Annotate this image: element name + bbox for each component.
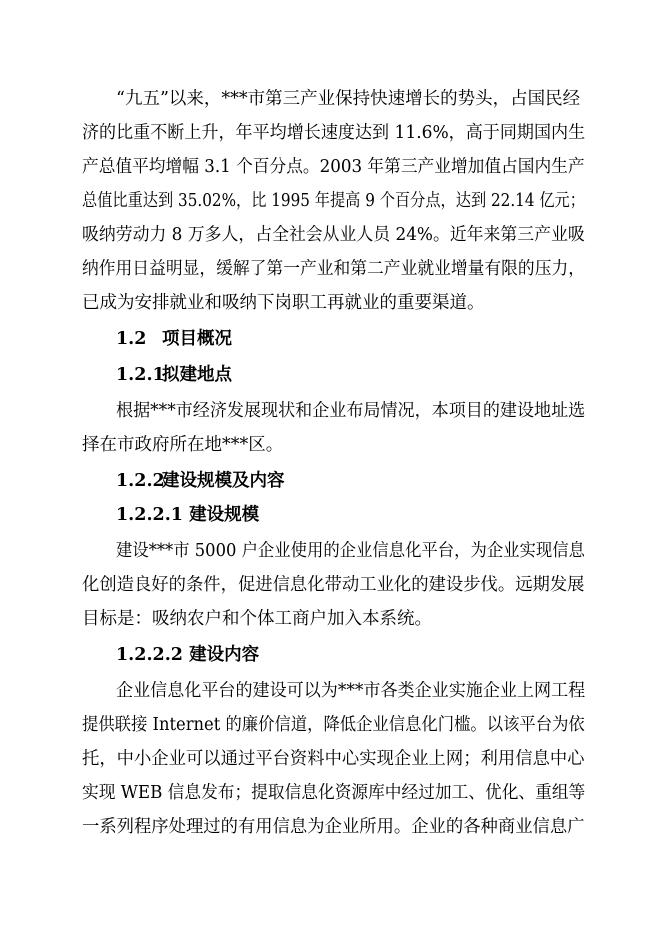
section-heading-1-2-2-2: 1.2.2.2 建设内容 bbox=[116, 645, 260, 665]
paragraph-1-line: 纳作用日益明显，缓解了第一产业和第二产业就业增量有限的压力， bbox=[82, 259, 585, 279]
paragraph-1-line: 已成为安排就业和吸纳下岗职工再就业的重要渠道。 bbox=[82, 293, 485, 313]
section-heading-1-2 bbox=[116, 327, 232, 351]
paragraph-1-line: 产总值平均增幅 3.1 个百分点。2003 年第三产业增加值占国内生产 bbox=[82, 157, 585, 177]
paragraph-4-line: 企业信息化平台的建设可以为***市各类企业实施企业上网工程 bbox=[116, 681, 586, 701]
paragraph-1-line: 总值比重达到 35.02%，比 1995 年提高 9 个百分点，达到 22.14 亿元； bbox=[82, 191, 585, 211]
heading-title: 拟建地点 bbox=[162, 365, 232, 385]
paragraph-1-line: 吸纳劳动力 8 万多人，占全社会从业人员 24%。近年来第三产业吸 bbox=[82, 225, 585, 245]
section-heading-1-2-2-1: 1.2.2.1 建设规模 bbox=[116, 505, 260, 525]
paragraph-4-line: 一系列程序处理过的有用信息为企业所用。企业的各种商业信息广 bbox=[82, 817, 585, 837]
heading-title: 项目概况 bbox=[162, 329, 232, 349]
heading-title: 建设规模及内容 bbox=[162, 471, 285, 491]
paragraph-1-line: 济的比重不断上升，年平均增长速度达到 11.6%，高于同期国内生 bbox=[82, 123, 586, 143]
paragraph-4-line: 提供联接 Internet 的廉价信道，降低企业信息化门槛。以该平台为依 bbox=[82, 715, 585, 735]
paragraph-4-line: 托，中小企业可以通过平台资料中心实现企业上网；利用信息中心 bbox=[82, 749, 585, 769]
heading-number: 1.2.2 bbox=[116, 471, 165, 491]
section-heading-1-2-2 bbox=[116, 469, 285, 493]
paragraph-1-line: “九五”以来，***市第三产业保持快速增长的势头，占国民经 bbox=[116, 89, 581, 109]
heading-number: 1.2.1 bbox=[116, 365, 165, 385]
paragraph-3-line: 化创造良好的条件，促进信息化带动工业化的建设步伐。远期发展 bbox=[82, 575, 585, 595]
section-heading-1-2-1 bbox=[116, 363, 232, 387]
paragraph-2-line: 根据***市经济发展现状和企业布局情况，本项目的建设地址选 bbox=[116, 401, 586, 421]
paragraph-3-line: 建设***市 5000 户企业使用的企业信息化平台，为企业实现信息 bbox=[116, 541, 585, 561]
paragraph-2-line: 择在市政府所在地***区。 bbox=[82, 435, 284, 455]
heading-number: 1.2 bbox=[116, 329, 147, 349]
paragraph-4-line: 实现 WEB 信息发布；提取信息化资源库中经过加工、优化、重组等 bbox=[82, 783, 586, 803]
paragraph-3-line: 目标是：吸纳农户和个体工商户加入本系统。 bbox=[82, 609, 432, 629]
